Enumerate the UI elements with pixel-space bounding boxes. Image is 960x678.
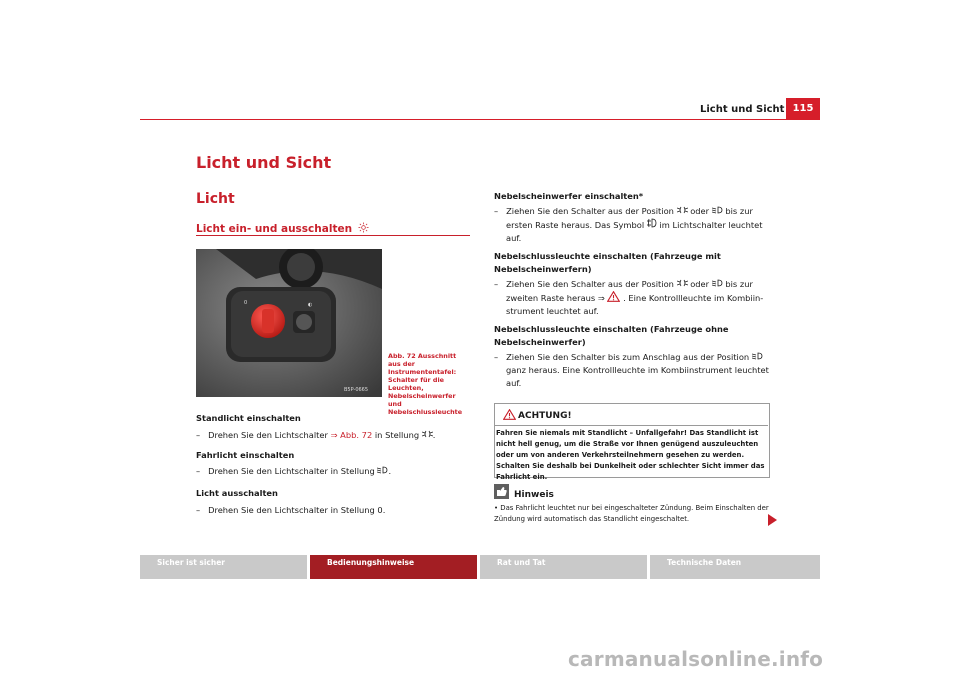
- low-beam-icon: [377, 466, 388, 474]
- footer-tab-bedienungshinweise[interactable]: Bedienungshinweise: [310, 555, 477, 579]
- heading-line: Nebelschlussleuchte einschalten (Fahrzeuge mit: [494, 251, 721, 261]
- chapter-title: Licht und Sicht: [196, 153, 332, 172]
- section-title: Licht: [196, 191, 235, 207]
- warning-title: ACHTUNG!: [518, 411, 572, 421]
- text: bis zur: [725, 279, 753, 289]
- page-number: 115: [786, 98, 820, 120]
- dashboard-light-switch-photo: [196, 249, 382, 397]
- subsection-title: [196, 222, 369, 235]
- step-line: [494, 291, 770, 305]
- step-line: [494, 351, 770, 364]
- warning-divider: [494, 425, 768, 426]
- text: oder: [687, 279, 712, 289]
- step-line: [494, 278, 770, 291]
- bullet: •: [494, 504, 499, 512]
- step-line: auf.: [506, 233, 522, 243]
- low-beam-icon: [712, 206, 723, 214]
- step-line: strument leuchtet auf.: [506, 306, 599, 316]
- nebelschlussleuchte-ohne-step: [494, 351, 770, 390]
- fahrlicht-step: – Drehen Sie den Lichtschalter in Stellung .: [196, 466, 392, 476]
- heading-line: Nebelscheinwerfern): [494, 264, 592, 274]
- dash: –: [494, 206, 499, 216]
- parking-light-icon: [677, 279, 688, 287]
- header-rule: [140, 119, 820, 120]
- text: Ziehen Sie den Schalter bis zum Anschlag aus der Position: [506, 352, 752, 362]
- fahrlicht-text: Drehen Sie den Lichtschalter in Stellung: [208, 466, 378, 476]
- licht-aus-step: [196, 504, 470, 517]
- subsection-rule: [196, 235, 470, 236]
- svg-text:0: 0: [244, 300, 248, 306]
- warning-triangle-icon[interactable]: [607, 291, 620, 302]
- footer-tab-rat-und-tat[interactable]: Rat und Tat: [480, 555, 647, 579]
- nebelscheinwerfer-heading: Nebelscheinwerfer einschalten*: [494, 191, 644, 201]
- low-beam-icon: [712, 279, 723, 287]
- next-page-arrow-icon[interactable]: [768, 514, 777, 526]
- nebelscheinwerfer-step: [494, 205, 770, 245]
- watermark: carmanualsonline.info: [568, 647, 824, 671]
- low-beam-icon: [752, 352, 763, 360]
- nebelschlussleuchte-mit-heading: [494, 250, 770, 276]
- standlicht-text-pre: Drehen Sie den Lichtschalter: [208, 430, 331, 440]
- note-icon: [494, 484, 509, 499]
- standlicht-step: – Drehen Sie den Lichtschalter ⇒ Abb. 72 in Stellung .: [196, 430, 436, 440]
- dash: –: [196, 430, 201, 440]
- text: Ziehen Sie den Schalter aus der Position: [506, 206, 677, 216]
- text: . Eine Kontrollleuchte im Kombiin-: [623, 293, 764, 303]
- note-body: Das Fahrlicht leuchtet nur bei eingeschalteter Zündung. Beim Einschalten der Zündung wird automatisch das Standlicht eingeschaltet.: [494, 504, 769, 523]
- figure-code: B5P-0665: [344, 387, 369, 393]
- running-header-title: Licht und Sicht: [700, 104, 785, 115]
- heading-line: Nebelschlussleuchte einschalten (Fahrzeuge ohne: [494, 324, 729, 334]
- text: zweiten Raste heraus ⇒: [506, 293, 608, 303]
- note-text: [494, 503, 770, 524]
- svg-text:◐: ◐: [308, 302, 313, 308]
- dash: –: [494, 279, 499, 289]
- parking-light-icon: [422, 430, 433, 438]
- fog-light-icon: [647, 218, 657, 228]
- standlicht-text-post: in Stellung: [372, 430, 422, 440]
- dash: –: [196, 466, 201, 476]
- step-line: [494, 205, 770, 218]
- step-line: ganz heraus. Eine Kontrollleuchte im Kombiinstrument leuchtet: [506, 365, 769, 375]
- fahrlicht-heading: Fahrlicht einschalten: [196, 450, 295, 460]
- footer-tab-technische-daten[interactable]: Technische Daten: [650, 555, 820, 579]
- dash: –: [494, 352, 499, 362]
- text: im Lichtschalter leuchtet: [659, 220, 763, 230]
- step-line: auf.: [506, 378, 522, 388]
- heading-line: Nebelscheinwerfer): [494, 337, 586, 347]
- step-line: [494, 218, 770, 232]
- warning-text: Fahren Sie niemals mit Standlicht – Unfallgefahr! Das Standlicht ist nicht hell genug, um die Straße vor Ihnen genügend auszuleuchten oder um von anderen Verkehrsteilnehmern gesehen zu werden. Schalten Sie deshalb bei Dunkelheit oder schlechter Sicht immer das Fahrlicht ein.: [496, 429, 765, 481]
- text: oder: [687, 206, 712, 216]
- dash: –: [196, 505, 201, 515]
- sun-icon: [358, 222, 369, 233]
- nebelschlussleuchte-mit-step: [494, 278, 770, 318]
- licht-aus-heading: Licht ausschalten: [196, 488, 278, 498]
- warning-triangle-icon: [503, 409, 516, 420]
- text: ersten Raste heraus. Das Symbol: [506, 220, 647, 230]
- subsection-title-text: Licht ein- und ausschalten: [196, 223, 353, 235]
- text: Ziehen Sie den Schalter aus der Position: [506, 279, 677, 289]
- figure-reference-link[interactable]: ⇒ Abb. 72: [330, 430, 373, 440]
- nebelschlussleuchte-ohne-heading: [494, 323, 770, 349]
- footer-tab-sicher[interactable]: Sicher ist sicher: [140, 555, 307, 579]
- licht-aus-text: Drehen Sie den Lichtschalter in Stellung 0.: [208, 505, 386, 515]
- figure-caption: Abb. 72 Ausschnitt aus der Instrumententafel: Schalter für die Leuchten, Nebelscheinwerfer und Nebelschlussleuchte: [388, 352, 463, 416]
- parking-light-icon: [677, 206, 688, 214]
- text: bis zur: [725, 206, 753, 216]
- standlicht-heading: Standlicht einschalten: [196, 413, 301, 423]
- note-title: Hinweis: [514, 490, 554, 500]
